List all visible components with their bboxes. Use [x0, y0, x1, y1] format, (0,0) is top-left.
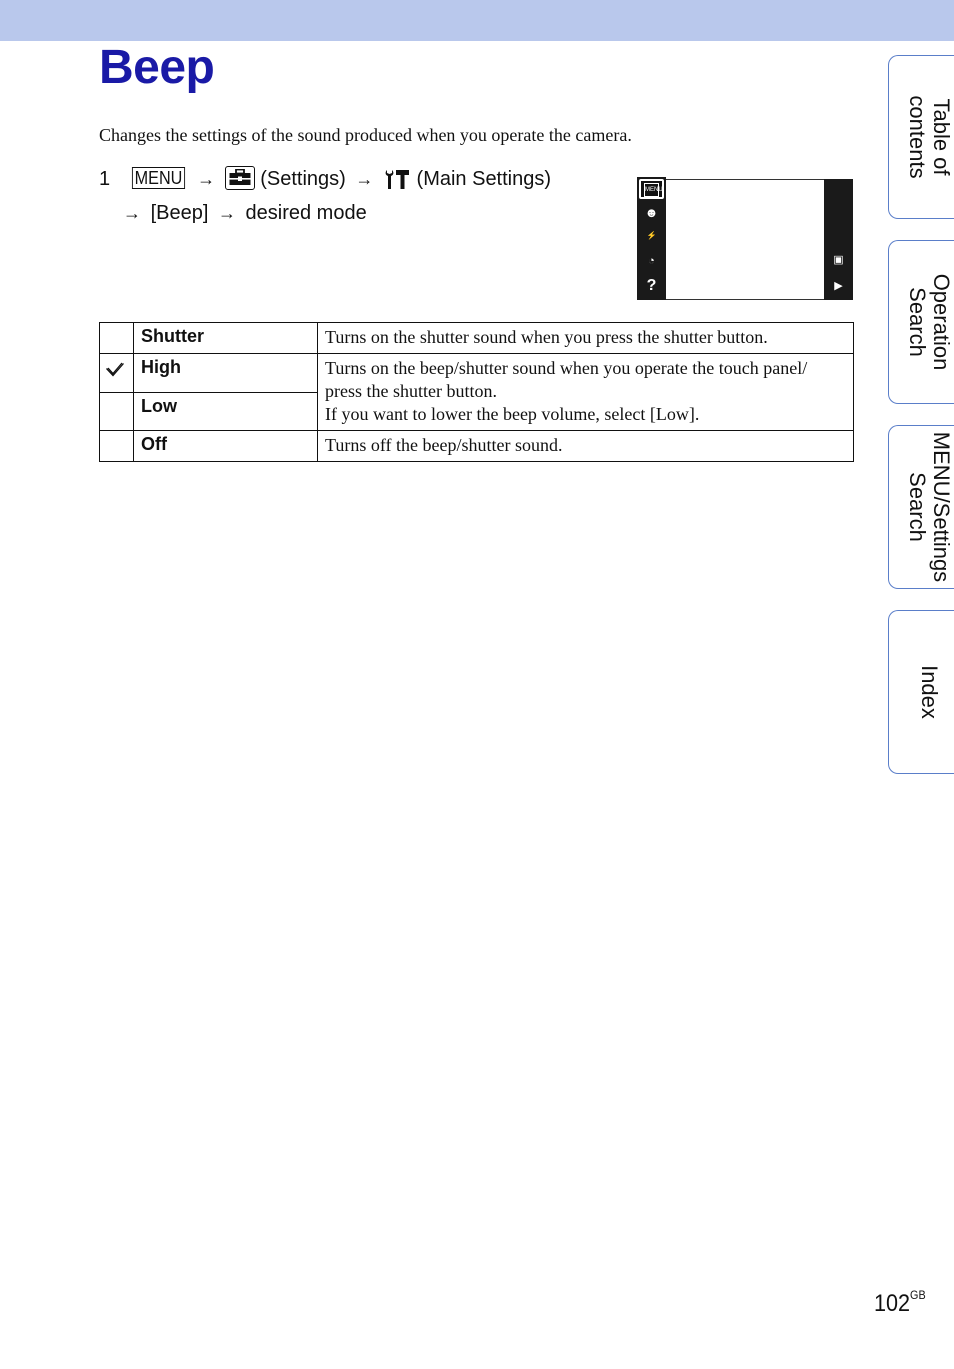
- tab-index[interactable]: [888, 610, 954, 774]
- tab-label: Search: [904, 472, 930, 542]
- screen-left-panel: [637, 177, 666, 300]
- option-name: Shutter: [134, 323, 318, 354]
- tab-label: Operation: [928, 273, 954, 371]
- arrow-icon: →: [355, 169, 374, 189]
- option-name: High: [134, 354, 318, 393]
- wrench-hammer-icon: [383, 168, 411, 199]
- intro-text: Changes the settings of the sound produced when you operate the camera.: [99, 125, 632, 145]
- check-cell: [100, 392, 134, 431]
- step-instructions: [99, 165, 609, 228]
- tab-menu-settings-search[interactable]: [888, 425, 954, 589]
- beep-label: [Beep]: [150, 202, 209, 224]
- screen-menu-icon: MENU: [639, 179, 664, 199]
- arrow-icon: →: [123, 203, 141, 223]
- settings-label: (Settings): [260, 168, 346, 190]
- arrow-icon: →: [217, 203, 236, 223]
- check-cell: [100, 354, 134, 393]
- tab-table-of-contents[interactable]: [888, 55, 954, 219]
- page-number: $102^{GB}$: [874, 1288, 926, 1317]
- options-table: [99, 322, 854, 462]
- step-line-1: [99, 165, 609, 199]
- page-suffix: GB: [910, 1288, 926, 1302]
- tab-label: Table of: [928, 98, 954, 176]
- smile-icon: ☻: [644, 205, 659, 220]
- menu-icon: MENU: [132, 167, 185, 189]
- page-title: Beep: [99, 41, 215, 94]
- check-cell: [100, 323, 134, 354]
- step-line-2: [99, 199, 609, 228]
- option-description: Turns on the shutter sound when you press the shutter button.: [318, 323, 854, 354]
- tab-label: contents: [904, 95, 930, 179]
- check-cell: [100, 431, 134, 462]
- tab-label: Index: [916, 665, 942, 719]
- table-row: [100, 323, 854, 354]
- tab-operation-search[interactable]: [888, 240, 954, 404]
- tab-label: MENU/Settings: [928, 431, 954, 583]
- tab-label: Search: [904, 287, 930, 357]
- main-settings-label: (Main Settings): [416, 168, 552, 190]
- self-timer-icon: ◔: [648, 255, 655, 267]
- header-bar: [0, 0, 954, 41]
- desired-mode-label: desired mode: [245, 202, 367, 224]
- playback-icon: ▶: [834, 280, 843, 292]
- step-number: 1: [99, 168, 111, 190]
- option-name: Low: [134, 392, 318, 431]
- screen-right-panel: [824, 179, 853, 300]
- screen-viewfinder: [666, 179, 824, 300]
- table-row: [100, 431, 854, 462]
- camera-screen-illustration: [637, 177, 853, 300]
- camera-icon: ▣: [833, 254, 844, 266]
- option-description: Turns on the beep/shutter sound when you operate the touch panel/ press the shutter button. If you want to lower the beep volume, select [Low].: [318, 354, 854, 431]
- option-name: Off: [134, 431, 318, 462]
- toolbox-icon: [225, 166, 255, 190]
- flash-auto-icon: ⚡: [646, 231, 657, 240]
- checkmark-icon: [100, 354, 133, 384]
- option-description: Turns off the beep/shutter sound.: [318, 431, 854, 462]
- arrow-icon: →: [197, 169, 216, 189]
- help-icon: ?: [646, 277, 657, 294]
- table-row: [100, 354, 854, 393]
